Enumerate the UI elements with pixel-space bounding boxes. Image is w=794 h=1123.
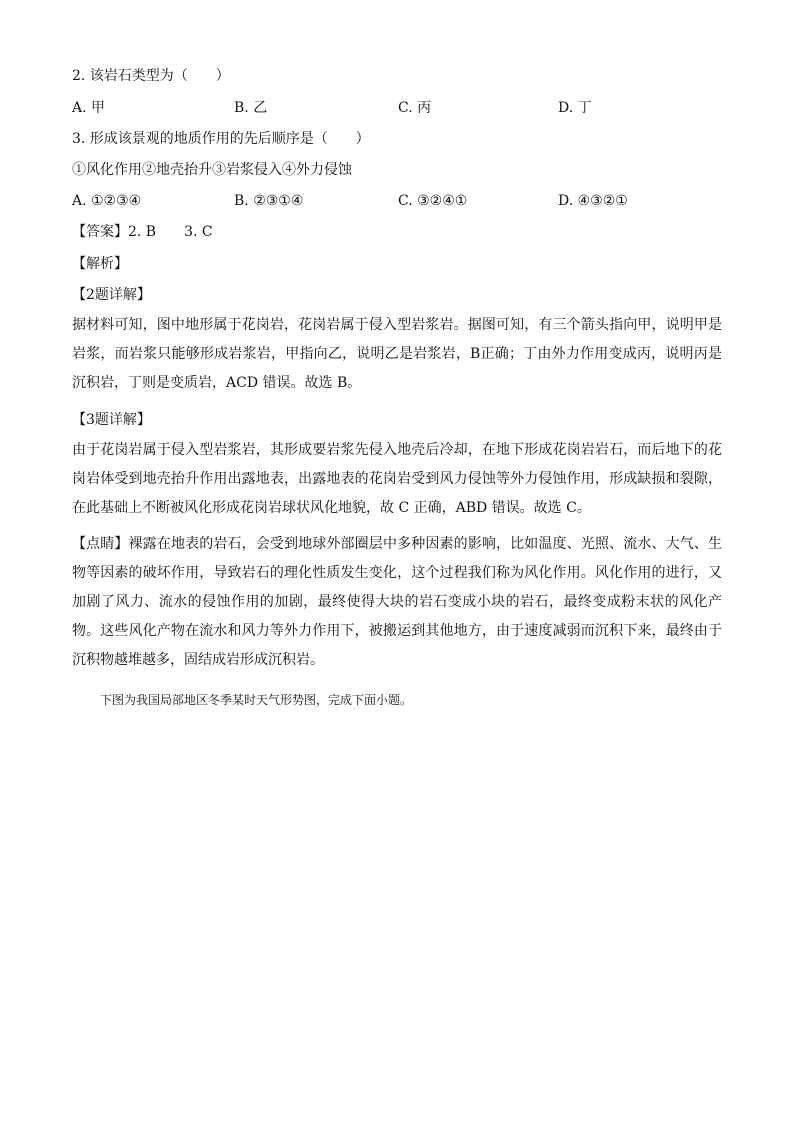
detail-3-heading: 【3题详解】	[72, 412, 151, 428]
answer-line	[72, 222, 213, 242]
question-2-options	[72, 98, 722, 118]
q3-option-a: A. ①②③④	[72, 193, 142, 209]
detail-2-text: 据材料可知，图中地形属于花岗岩，花岗岩属于侵入型岩浆岩。据图可知，有三个箭头指向甲，说明甲是岩浆，而岩浆只能够形成岩浆岩，甲指向乙，说明乙是岩浆岩，B正确；丁由外力作用变成丙，说明丙是沉积岩，丁则是变质岩，ACD 错误。故选 B。	[72, 317, 722, 391]
q2-option-c: C. 丙	[398, 100, 432, 116]
analysis-label: 【解析】	[72, 256, 128, 272]
q2-option-a: A. 甲	[72, 100, 106, 116]
next-question-intro: 下图为我国局部地区冬季某时天气形势图，完成下面小题。	[100, 693, 413, 707]
tip-text: 裸露在地表的岩石，会受到地球外部圈层中多种因素的影响，比如温度、光照、流水、大气、生物等因素的破坏作用，导致岩石的理化性质发生变化，这个过程我们称为风化作用。风化作用的进行，又加剧了风力、流水的侵蚀作用的加剧，最终使得大块的岩石变成小块的岩石，最终变成粉末状的风化产物。这些风化产物在流水和风力等外力作用下，被搬运到其他地方，由于速度减弱而沉积下来，最终由于沉积物越堆越多，固结成岩形成沉积岩。	[72, 536, 723, 668]
question-3-options	[72, 191, 722, 211]
tip-paragraph	[72, 530, 722, 675]
question-3-stem: 3. 形成该景观的地质作用的先后顺序是（ ）	[72, 131, 370, 147]
q2-option-d: D. 丁	[558, 100, 592, 116]
answer-label: 【答案】	[72, 224, 128, 240]
q3-option-b: B. ②③①④	[234, 193, 304, 209]
tip-label: 【点睛】	[72, 536, 129, 552]
q3-option-d: D. ④③②①	[558, 193, 628, 209]
question-2-stem: 2. 该岩石类型为（ ）	[72, 68, 230, 84]
q3-option-c: C. ③②④①	[398, 193, 468, 209]
question-3-items: ①风化作用②地壳抬升③岩浆侵入④外力侵蚀	[72, 162, 352, 178]
answer-text: 2. B 3. C	[128, 224, 213, 240]
detail-2-heading: 【2题详解】	[72, 287, 151, 303]
detail-3-text: 由于花岗岩属于侵入型岩浆岩，其形成要岩浆先侵入地壳后冷却，在地下形成花岗岩岩石，而后地下的花岗岩体受到地壳抬升作用出露地表，出露地表的花岗岩受到风力侵蚀等外力侵蚀作用，形成缺损和裂隙，在此基础上不断被风化形成花岗岩球状风化地貌，故 C 正确，ABD 错误。故选 C。	[72, 442, 722, 516]
q2-option-b: B. 乙	[234, 100, 268, 116]
